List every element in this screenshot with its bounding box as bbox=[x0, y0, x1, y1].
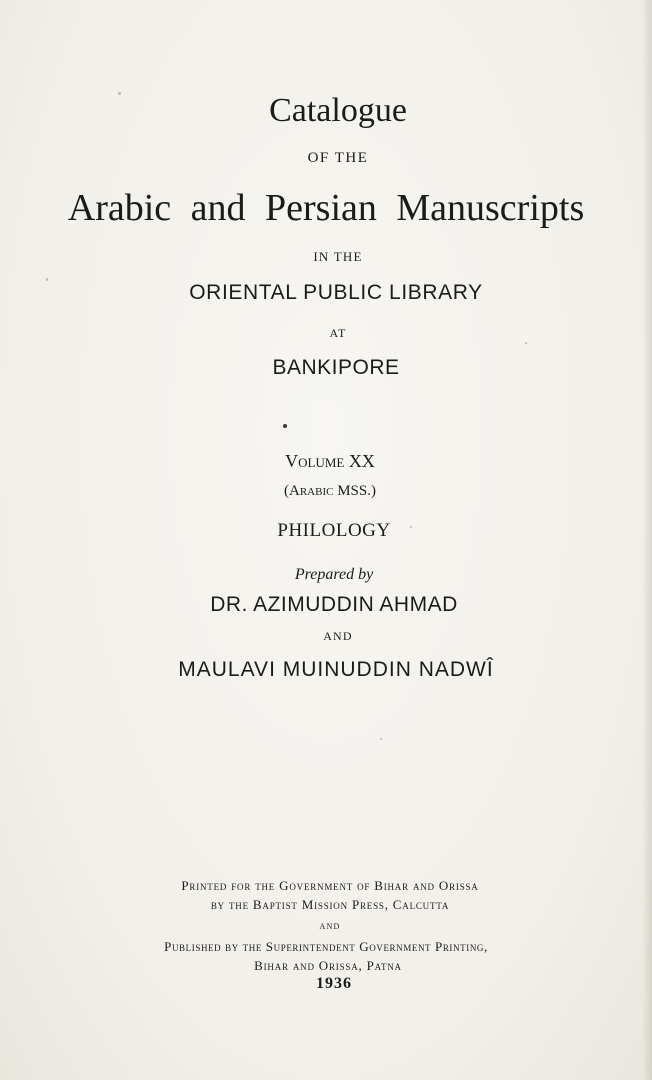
paper-speck bbox=[380, 738, 382, 740]
author-2-name: MAULAVI MUINUDDIN NADWÎ bbox=[178, 658, 494, 681]
and-label: AND bbox=[323, 629, 353, 643]
imprint-and-label: and bbox=[319, 920, 341, 932]
prepared-by-label: Prepared by bbox=[294, 566, 374, 583]
author-1-name: DR. AZIMUDDIN AHMAD bbox=[210, 593, 458, 616]
catalogue-heading: Catalogue bbox=[269, 92, 407, 129]
place-name: BANKIPORE bbox=[272, 356, 400, 379]
subject-heading: PHILOLOGY bbox=[277, 520, 391, 541]
imprint-line-1: Printed for the Government of Bihar and Orissa bbox=[181, 878, 479, 893]
paper-speck bbox=[410, 526, 412, 528]
paper-speck bbox=[118, 92, 121, 95]
book-title: Arabic and Persian Manuscripts bbox=[67, 187, 585, 229]
paper-speck bbox=[46, 278, 48, 281]
imprint-line-3: Published by the Superintendent Government Printing, bbox=[164, 939, 488, 954]
library-name: ORIENTAL PUBLIC LIBRARY bbox=[189, 281, 483, 304]
at-label: AT bbox=[329, 326, 347, 340]
publication-year: 1936 bbox=[316, 975, 352, 992]
series-label: (Arabic MSS.) bbox=[284, 483, 376, 499]
in-the-label: IN THE bbox=[313, 249, 363, 264]
of-the-label: OF THE bbox=[307, 150, 369, 166]
volume-number: Volume XX bbox=[285, 451, 375, 471]
imprint-line-2: by the Baptist Mission Press, Calcutta bbox=[210, 897, 450, 912]
paper-speck bbox=[525, 342, 527, 344]
imprint-line-4: Bihar and Orissa, Patna bbox=[254, 958, 402, 973]
ornament-dot bbox=[283, 424, 287, 428]
